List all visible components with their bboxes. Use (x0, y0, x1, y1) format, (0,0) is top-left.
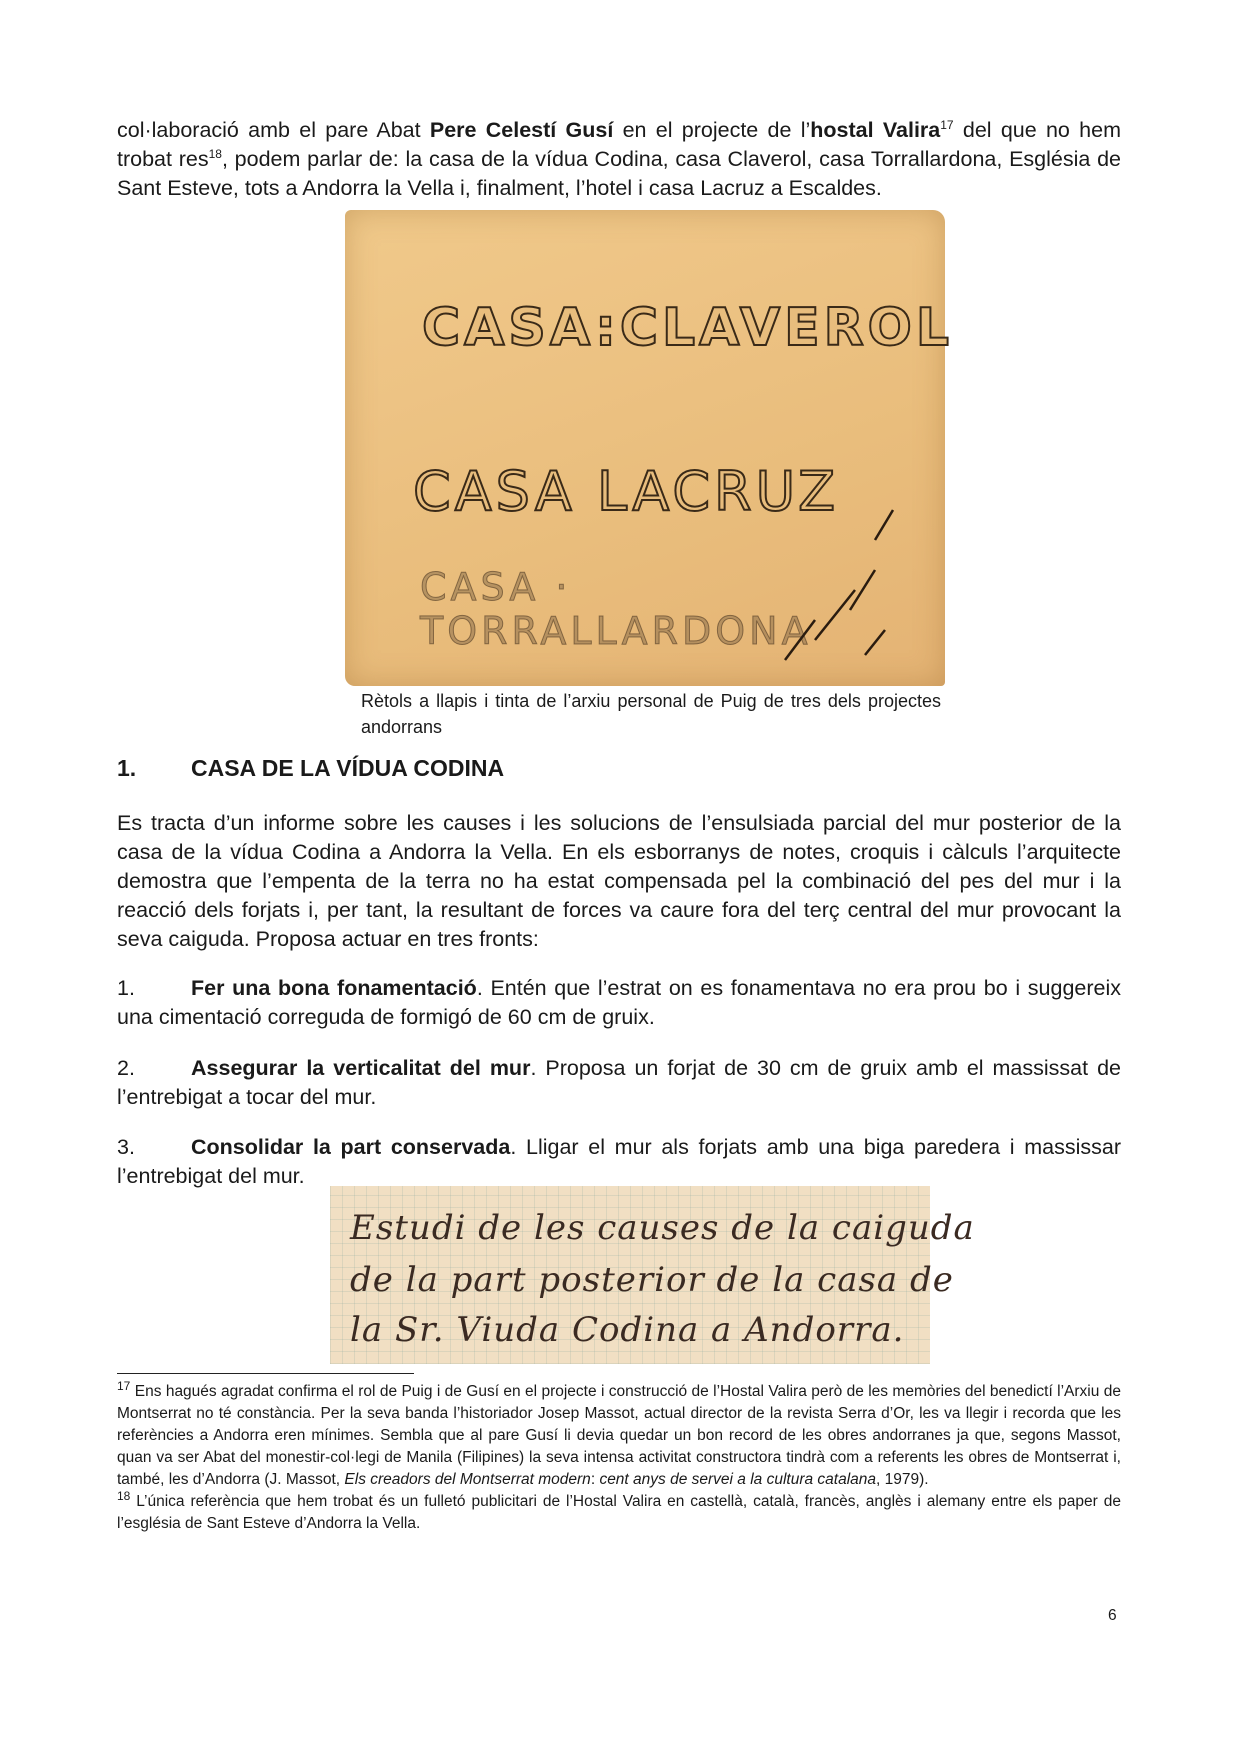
sign-casa-claverol: CASA:CLAVEROL (422, 298, 954, 358)
list-item (117, 974, 1121, 1032)
list-item (117, 1133, 1121, 1191)
list-number: 2. (117, 1056, 135, 1080)
list-item-text: . Lligar el mur als forjats amb una biga paredera i massissar l’entrebigat del mur. (117, 1135, 1121, 1188)
signage-sketch-photo (345, 210, 954, 686)
list-item-title: Consolidar la part conservada (191, 1135, 511, 1159)
body-paragraph: Es tracta d’un informe sobre les causes i les solucions de l’ensulsiada parcial del mur posterior de la casa de la vídua Codina a Andorra la Vella. En els esborranys de notes, croquis i càlculs l’arquitecte demostra que l’empenta de la terra no ha estat compensada pel la combinació del pes del mur i la reacció dels forjats i, per tant, la resultant de forces va caure fora del terç central del mur provocant la seva caiguda. Proposa actuar en tres fronts: (117, 811, 1121, 951)
list-number: 1. (117, 976, 135, 1000)
sign-casa-torrallardona: CASA · TORRALLARDONA (420, 565, 812, 653)
page-number: 6 (1108, 1607, 1117, 1624)
section-number: 1. (117, 755, 137, 781)
footnote-text: , 1979). (876, 1471, 929, 1488)
list-number: 3. (117, 1135, 135, 1159)
footnotes (117, 1378, 1121, 1535)
footnote-number: 17 (117, 1378, 131, 1393)
book-title: Els creadors del Montserrat modern (344, 1471, 591, 1488)
footnote-number: 18 (117, 1488, 131, 1503)
footnote-18 (117, 1488, 1121, 1535)
section-heading (117, 755, 504, 782)
list-item-title: Fer una bona fonamentació (191, 976, 477, 1000)
hostal-name: hostal Valira (810, 118, 941, 142)
sign-casa-lacruz: CASA LACRUZ (413, 460, 840, 523)
section-title: CASA DE LA VÍDUA CODINA (191, 755, 505, 781)
handwritten-line: Estudi de les causes de la caiguda (350, 1208, 975, 1248)
book-subtitle: cent anys de servei a la cultura catalana (599, 1471, 877, 1488)
pencil-strokes (345, 210, 945, 686)
intro-paragraph (117, 116, 1121, 203)
footnote-ref-18[interactable]: 18 (208, 146, 222, 161)
list-item-title: Assegurar la verticalitat del mur (191, 1056, 531, 1080)
list-item-text: . Proposa un forjat de 30 cm de gruix amb el massissat de l’entrebigat a tocar del mur. (117, 1056, 1121, 1109)
footnote-separator (117, 1373, 414, 1374)
handwritten-line: la Sr. Viuda Codina a Andorra. (350, 1310, 905, 1350)
list-item (117, 1054, 1121, 1112)
figure-caption: Rètols a llapis i tinta de l’arxiu personal de Puig de tres dels projectes andorrans (361, 691, 941, 737)
intro-text: del que no hem trobat res (117, 118, 1121, 171)
footnote-ref-17[interactable]: 17 (940, 117, 954, 132)
list-item-text: . Entén que l’estrat on es fonamentava no era prou bo i suggereix una cimentació correguda de formigó de 60 cm de gruix. (117, 976, 1121, 1029)
person-name: Pere Celestí Gusí (429, 118, 614, 142)
intro-text: col·laboració amb el pare Abat (117, 118, 430, 142)
handwritten-note-photo (330, 1186, 975, 1364)
footnote-text: : (590, 1471, 600, 1488)
intro-text: en el projecte de l’ (613, 118, 811, 142)
handwritten-line: de la part posterior de la casa de (350, 1260, 954, 1300)
footnote-text: L’única referència que hem trobat és un fulletó publicitari de l’Hostal Valira en castellà, català, francès, anglès i alemany entre els paper de l’església de Sant Esteve d’Andorra la Vella. (117, 1493, 1121, 1532)
footnote-17 (117, 1378, 1121, 1491)
footnote-text: Ens hagués agradat confirma el rol de Puig i de Gusí en el projecte i construcció de l’Hostal Valira però de les memòries del benedictí l’Arxiu de Montserrat no té constància. Per la seva banda l’historiador Josep Massot, actual director de la revista Serra d’Or, les va llegir i recorda que les referències a Andorra eren mínimes. Sembla que al pare Gusí li devia quedar un bon record de les obres andorranes ja que, segons Massot, quan va ser Abat del monestir-col·legi de Manila (Filipines) la seva intensa activitat constructora tindrà com a referents les obres de Montserrat i, també, les d’Andorra (J. Massot, (117, 1383, 1121, 1488)
intro-text: , podem parlar de: la casa de la vídua Codina, casa Claverol, casa Torrallardona, Església de Sant Esteve, tots a Andorra la Vella i, finalment, l’hotel i casa Lacruz a Escaldes. (117, 147, 1121, 200)
